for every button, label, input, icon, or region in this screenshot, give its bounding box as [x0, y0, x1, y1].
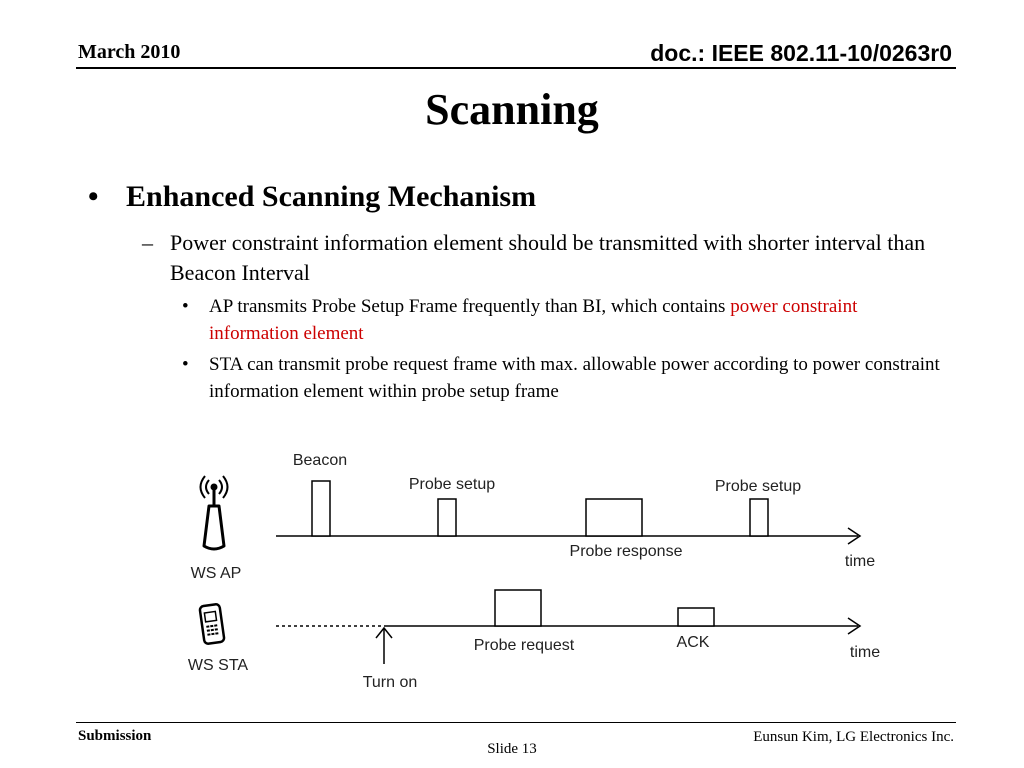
probe-setup-frame [438, 499, 456, 536]
header-doc-id: doc.: IEEE 802.11-10/0263r0 [650, 40, 952, 66]
probe-request-frame [495, 590, 541, 626]
footer-author: Eunsun Kim, LG Electronics Inc. [753, 729, 954, 745]
ack-frame [678, 608, 714, 626]
footer-slide-number: Slide 13 [487, 741, 537, 757]
bullet-marker: • [88, 180, 99, 213]
bullet-marker: • [182, 354, 189, 375]
bullet-level2-text: Power constraint information element should be transmitted with shorter interval than Beacon Interval [170, 230, 926, 285]
ws-sta-label: WS STA [187, 657, 249, 674]
probe-setup-label: Probe setup [408, 476, 496, 493]
probe-setup-label: Probe setup [714, 478, 802, 495]
bullet-level3-plain: AP transmits Probe Setup Frame frequently than BI, which contains [209, 296, 731, 317]
sta-time-label: time [849, 644, 881, 661]
footer-divider [76, 722, 956, 723]
highlighted-phrase: power constraint information element [209, 296, 858, 344]
probe-setup-frame [750, 499, 768, 536]
dash-marker: – [142, 230, 153, 255]
beacon-label: Beacon [292, 452, 348, 469]
ack-label: ACK [676, 634, 710, 651]
ws-ap-label: WS AP [190, 565, 242, 582]
bullet-marker: • [182, 296, 189, 317]
probe-response-frame [586, 499, 642, 536]
header-date: March 2010 [78, 41, 181, 63]
ap-time-label: time [844, 553, 876, 570]
bullet-level3-text: STA can transmit probe request frame with max. allowable power according to power constraint information element within probe setup frame [209, 354, 940, 402]
beacon-frame [312, 481, 330, 536]
footer-submission: Submission [78, 728, 152, 744]
probe-request-label: Probe request [473, 637, 575, 654]
bullet-level1-text: Enhanced Scanning Mechanism [126, 180, 537, 213]
turn-on-label: Turn on [362, 674, 418, 691]
slide-title: Scanning [425, 85, 599, 134]
probe-response-label: Probe response [569, 543, 683, 560]
mobile-phone-icon [199, 604, 224, 644]
wireless-ap-icon [201, 476, 228, 549]
